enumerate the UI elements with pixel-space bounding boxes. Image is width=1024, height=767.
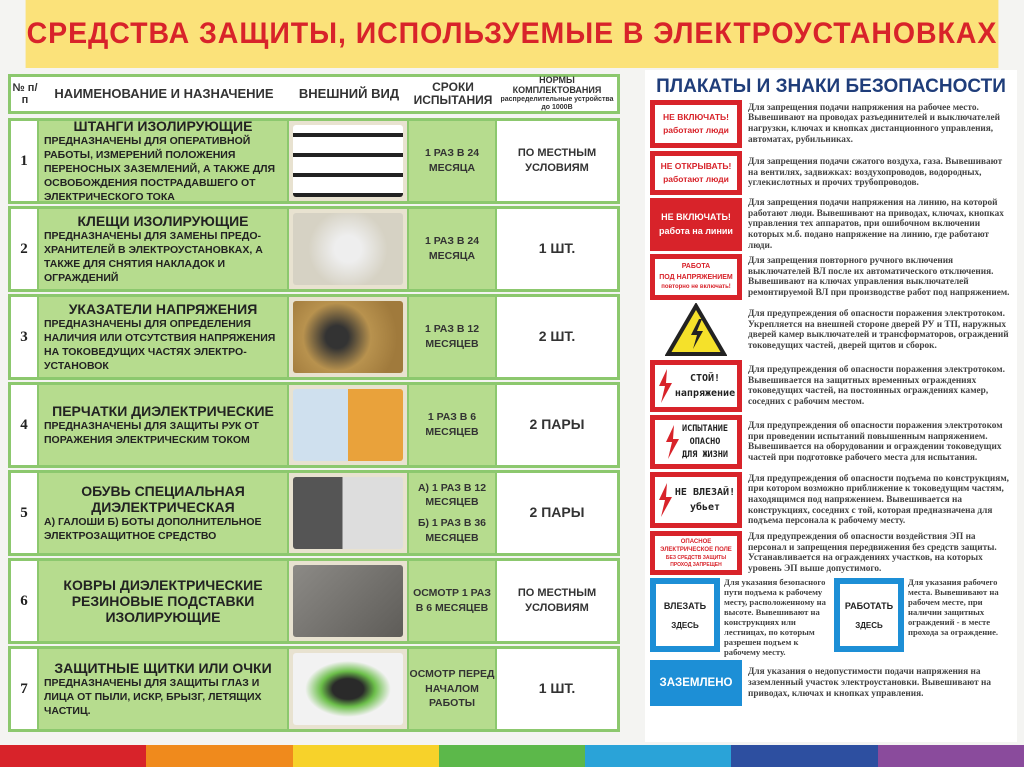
equipment-image [293, 301, 403, 373]
equipment-image [293, 125, 403, 197]
table-row [8, 382, 620, 468]
row-term: 1 РАЗ В 12 МЕСЯЦЕВ [424, 323, 480, 350]
row-description: ПРЕДНАЗНАЧЕНЫ ДЛЯ ЗАМЕНЫ ПРЕДО-ХРАНИТЕЛЕЙ В ЭЛЕКТРОУСТАНОВКАХ, А ТАКЖЕ ДЛЯ СНЯТИЯ НАКЛАДОК И ОГРАЖДЕНИЙ [44, 229, 263, 285]
lightning-icon [657, 369, 673, 403]
safety-sign-item [650, 303, 1012, 357]
sign-text: НЕ ВКЛЮЧАТЬ! [661, 212, 731, 223]
row-number: 5 [11, 473, 39, 553]
sign-text: РАБОТА [681, 263, 711, 271]
table-row [8, 470, 620, 556]
row-image-cell [289, 297, 409, 377]
row-test-term [409, 297, 497, 377]
equipment-image [293, 653, 403, 725]
row-test-term [409, 473, 497, 553]
row-image-cell [289, 649, 409, 729]
safety-signs-panel [645, 70, 1017, 742]
row-image-cell [289, 385, 409, 465]
row-test-term [409, 385, 497, 465]
row-name: ОБУВЬ СПЕЦИАЛЬНАЯ ДИЭЛЕКТРИЧЕСКАЯ [81, 482, 245, 515]
row-test-term [409, 209, 497, 289]
safety-sign-item [650, 254, 1012, 300]
row-image-cell [289, 209, 409, 289]
row-name-cell [39, 561, 289, 641]
row-test-term [409, 561, 497, 641]
row-name-cell [39, 117, 289, 204]
row-term: ОСМОТР 1 РАЗ В 6 МЕСЯЦЕВ [413, 587, 491, 614]
sign-description: Для предупреждения об опасности поражения электротоком. Укрепляется на внешней стороне дверей РУ и ТП, наружных дверей камер выключателей и трансформаторов, ограждений токоведущих частей, дверей щитов и сборок. [748, 309, 1009, 352]
sign-text: РАБОТАТЬ [844, 600, 894, 611]
sign-text: ЗДЕСЬ [671, 620, 699, 630]
row-term: 1 РАЗ В 24 МЕСЯЦА [424, 147, 480, 174]
row-image-cell [289, 121, 409, 201]
row-number: 4 [11, 385, 39, 465]
sign-description: Для запрещения подачи сжатого воздуха, газа. Вывешивают на вентилях, задвижках: воздухопроводов, водородных, углекислотных и прочих трубопроводов. [748, 156, 1003, 189]
sign-text: работа на линии [659, 225, 733, 236]
grounded-sign [650, 660, 742, 706]
header-norms-title: НОРМЫ КОМПЛЕКТОВАНИЯ [512, 75, 602, 96]
row-number: 2 [11, 209, 39, 289]
sign-description: Для предупреждения об опасности поражения электротоком. Вывешивается на защитных временных ограждениях токоведущих частей, на постоянных ограждениях камер, соседних с рабочим местом. [748, 365, 1005, 408]
table-row [8, 118, 620, 204]
warning-sign [650, 531, 742, 575]
lightning-icon [664, 425, 680, 459]
row-image-cell [289, 561, 409, 641]
row-term: А) 1 РАЗ В 12 МЕСЯЦЕВ [417, 481, 487, 509]
warning-sign [650, 360, 742, 412]
header-terms: СРОКИ ИСПЫТАНИЯ [413, 79, 493, 107]
warning-sign [650, 415, 742, 469]
prohibition-sign [650, 198, 742, 251]
row-name: КОВРЫ ДИЭЛЕКТРИЧЕСКИЕ РЕЗИНОВЫЕ ПОДСТАВКИ ИЗОЛИРУЮЩИЕ [63, 576, 263, 626]
row-norm: ПО МЕСТНЫМ УСЛОВИЯМ [517, 146, 597, 174]
panel-title: ПЛАКАТЫ И ЗНАКИ БЕЗОПАСНОСТИ [656, 76, 1006, 97]
row-image-cell [289, 473, 409, 553]
row-number: 1 [11, 121, 39, 201]
sign-text: ОПАСНО [689, 437, 721, 448]
sign-description: Для указания о недопустимости подачи напряжения на заземленный участок электроустановки. Вывешивают на приводах, ключах и кнопках управления. [748, 667, 992, 699]
equipment-image [293, 389, 403, 461]
row-name: КЛЕЩИ ИЗОЛИРУЮЩИЕ [77, 212, 249, 229]
table-header [8, 74, 620, 114]
safety-sign-item [650, 578, 828, 657]
row-term: 1 РАЗ В 24 МЕСЯЦА [424, 235, 480, 262]
header-name: НАИМЕНОВАНИЕ И НАЗНАЧЕНИЕ [54, 85, 274, 101]
prescription-signs-row [650, 578, 1012, 657]
sign-description: Для предупреждения об опасности поражения электротоком при проведении испытаний повышенным напряжением. Вывешивается на оборудовании и ограждении токоведущих частей при подготовке рабочего места для испытания. [748, 421, 1003, 464]
sign-description: Для запрещения подачи напряжения на рабочее место. Вывешивают на проводах разъединителей и выключателей нагрузки, ключах и кнопках дистанционного управления, автоматах, рубильниках. [748, 102, 1000, 145]
row-norm: 2 ШТ. [538, 328, 576, 345]
sign-text: СТОЙ! [689, 373, 721, 385]
sign-text: убьет [689, 502, 721, 514]
sign-text: ВЛЕЗАТЬ [663, 600, 707, 611]
safety-sign-item [650, 660, 1012, 706]
sign-text: работают люди [663, 174, 729, 184]
row-name-cell [39, 473, 289, 553]
table-row [8, 558, 620, 644]
row-description: А) ГАЛОШИ Б) БОТЫ ДОПОЛНИТЕЛЬНОЕ ЭЛЕКТРОЗАЩИТНОЕ СРЕДСТВО [44, 515, 262, 543]
row-norm: 2 ПАРЫ [529, 416, 585, 433]
sign-text: напряжение [674, 388, 736, 400]
sign-description: Для предупреждения об опасности подъема по конструкциям, при котором возможно приближение к токоведущим частям, находящимся под напряжением. Вывешивается на конструкциях, соседних с той, которая предназначена для подъема персонала к рабочему месту. [748, 473, 1009, 527]
sign-text: БЕЗ СРЕДСТВ ЗАЩИТЫ ПРОХОД ЗАПРЕЩЕН [665, 554, 727, 568]
row-name-cell [39, 649, 289, 729]
sign-text: ЗАЗЕМЛЕНО [659, 676, 733, 689]
sign-text: НЕ ВКЛЮЧАТЬ! [663, 112, 729, 123]
table-row [8, 646, 620, 732]
row-norm: 1 ШТ. [538, 680, 576, 697]
sign-text: работают люди [663, 125, 729, 135]
row-name-cell [39, 297, 289, 377]
sign-description: Для предупреждения об опасности воздействия ЭП на персонал и запрещения передвижения без средств защиты. Устанавливается на ограждениях участков, на которых уровень ЭП выше допустимого. [748, 532, 997, 575]
row-name: ПЕРЧАТКИ ДИЭЛЕКТРИЧЕСКИЕ [52, 402, 274, 419]
table-row [8, 294, 620, 380]
header-norms [497, 77, 617, 111]
row-name: ЗАЩИТНЫЕ ЩИТКИ ИЛИ ОЧКИ [54, 659, 272, 676]
sign-text: ЭЛЕКТРИЧЕСКОЕ ПОЛЕ [660, 547, 732, 554]
prescription-sign [650, 578, 720, 652]
sign-text: ЗДЕСЬ [855, 620, 883, 630]
warning-sign [650, 472, 742, 528]
row-number: 7 [11, 649, 39, 729]
color-stripe [0, 745, 1024, 767]
warning-triangle-sign [650, 303, 742, 357]
safety-sign-item [650, 151, 1012, 195]
poster-title: СРЕДСТВА ЗАЩИТЫ, ИСПОЛЬЗУЕМЫЕ В ЭЛЕКТРОУСТАНОВКАХ [26, 0, 999, 68]
sign-text: ПОД НАПРЯЖЕНИЕМ [659, 273, 733, 281]
safety-sign-item [834, 578, 1012, 657]
prohibition-sign [650, 254, 742, 300]
row-description: ПРЕДНАЗНАЧЕНЫ ДЛЯ ОПЕРАТИВНОЙ РАБОТЫ, ИЗМЕРЕНИЙ ПОЛОЖЕНИЯ ПЕРЕНОСНЫХ ЗАЗЕМЛЕНИЙ, А ТАКЖЕ ДЛЯ ОСВОБОЖДЕНИЯ ПОСТРАДАВШЕГО ОТ ЭЛЕКТРИЧЕСКОГО ТОКА [44, 134, 276, 204]
sign-text: ОПАСНОЕ [680, 539, 712, 546]
sign-text: НЕ ВЛЕЗАЙ! [674, 487, 736, 499]
header-appearance: ВНЕШНИЙ ВИД [298, 85, 400, 101]
row-number: 6 [11, 561, 39, 641]
row-number: 3 [11, 297, 39, 377]
row-description: ПРЕДНАЗНАЧЕНЫ ДЛЯ ЗАЩИТЫ ГЛАЗ И ЛИЦА ОТ ПЫЛИ, ИСКР, БРЫЗГ, ЛЕТЯЩИХ ЧАСТИЦ. [44, 676, 262, 718]
sign-description: Для запрещения повторного ручного включения выключателей ВЛ после их автоматического отключения. Вывешивают на ключах управления выключателей ремонтируемой ВЛ при производстве работ под напряжением. [748, 256, 1010, 299]
prescription-sign [834, 578, 904, 652]
high-voltage-triangle-icon [665, 303, 727, 357]
prohibition-sign [650, 151, 742, 195]
row-description: ПРЕДНАЗНАЧЕНЫ ДЛЯ ОПРЕДЕЛЕНИЯ НАЛИЧИЯ ИЛИ ОТСУТСТВИЯ НАПРЯЖЕНИЯ НА ТОКОВЕДУЩИХ ЧАСТЯХ ЭЛЕКТРО-УСТАНОВОК [44, 317, 276, 373]
sign-text: ДЛЯ ЖИЗНИ [681, 449, 729, 460]
safety-sign-item [650, 198, 1012, 251]
row-term: ОСМОТР ПЕРЕД НАЧАЛОМ РАБОТЫ [409, 667, 495, 710]
row-name: УКАЗАТЕЛИ НАПРЯЖЕНИЯ [68, 300, 258, 317]
row-test-term [409, 649, 497, 729]
row-name: ШТАНГИ ИЗОЛИРУЮЩИЕ [73, 117, 253, 134]
safety-sign-item [650, 100, 1012, 148]
safety-sign-item [650, 415, 1012, 469]
safety-sign-item [650, 360, 1012, 412]
header-norms-sub: распределительные устройства до 1000В [500, 96, 614, 111]
sign-description: Для указания рабочего места. Вывешивают на рабочем месте, при наличии защитных ограждений - в месте прохода за ограждение. [908, 577, 999, 637]
equipment-image [293, 477, 403, 549]
sign-description: Для указания безопасного пути подъема к рабочему месту, расположенному на высоте. Вывешивают на конструкциях или лестницах, по которым разрешен подъем к рабочему месту. [724, 577, 826, 657]
equipment-image [293, 565, 403, 637]
lightning-icon [657, 483, 673, 517]
sign-text: повторно не включать! [661, 284, 731, 291]
row-name-cell [39, 385, 289, 465]
sign-text: ИСПЫТАНИЕ [681, 424, 729, 435]
table-row [8, 206, 620, 292]
header-number: № п/п [12, 81, 38, 106]
safety-sign-item [650, 472, 1012, 528]
row-norm: 1 ШТ. [538, 240, 576, 257]
row-name-cell [39, 209, 289, 289]
sign-text: НЕ ОТКРЫВАТЬ! [660, 161, 732, 172]
sign-description: Для запрещения подачи напряжения на линию, на которой работают люди. Вывешивают на приводах, ключах, кнопках управления тех аппаратов, при ошибочном включении которых м.б. подано напряжение на линию, где работают люди. [748, 198, 1004, 251]
row-norm: 2 ПАРЫ [529, 504, 585, 521]
row-description: ПРЕДНАЗНАЧЕНЫ ДЛЯ ЗАЩИТЫ РУК ОТ ПОРАЖЕНИЯ ЭЛЕКТРИЧЕСКИМ ТОКОМ [44, 419, 259, 447]
prohibition-sign [650, 100, 742, 148]
safety-sign-item [650, 531, 1012, 575]
row-test-term [409, 121, 497, 201]
row-term: 1 РАЗ В 6 МЕСЯЦЕВ [425, 411, 479, 438]
equipment-image [293, 213, 403, 285]
row-norm: ПО МЕСТНЫМ УСЛОВИЯМ [517, 586, 597, 614]
row-term-2: Б) 1 РАЗ В 36 МЕСЯЦЕВ [417, 517, 487, 544]
